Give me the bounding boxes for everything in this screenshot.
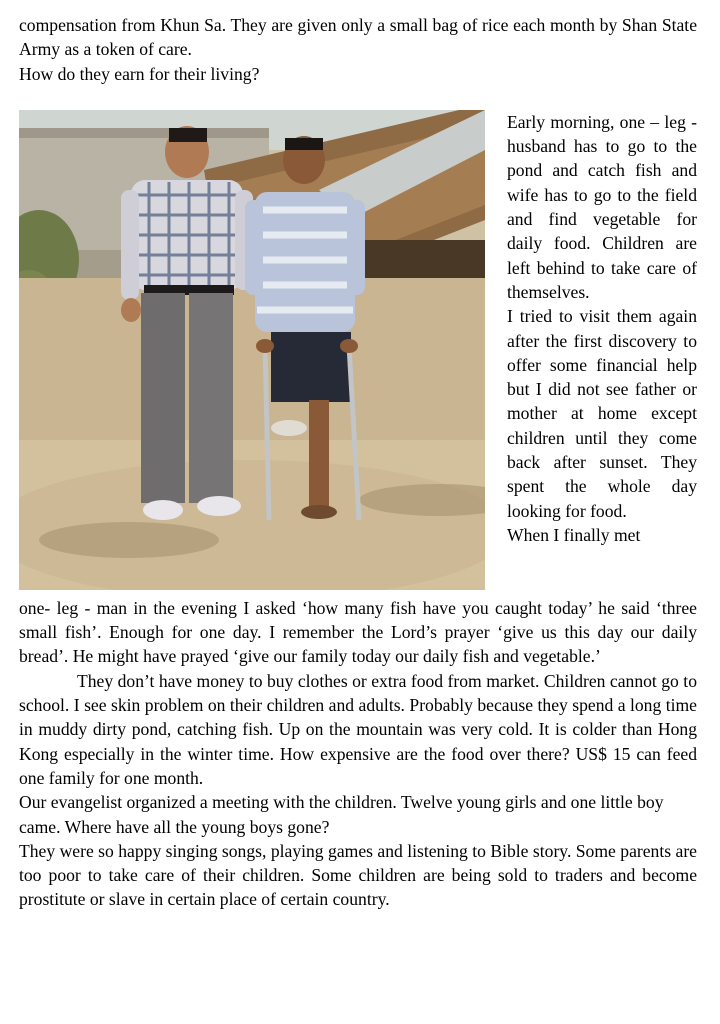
intro-paragraph: compensation from Khun Sa. They are given only a small bag of rice each month by Shan State Army as a token of care. [19, 15, 697, 60]
document-page [19, 13, 697, 912]
side-paragraph-3-start: When I finally met [507, 524, 641, 545]
body-paragraph-3: one- leg - man in the evening I asked ‘how many fish have you caught today’ he said ‘three small fish’. Enough for one day. I remember the Lord’s prayer ‘give us this day our daily bread’. He might have prayed ‘give our family today our daily fish and vegetable.’ [19, 597, 697, 667]
photo-illustration [19, 110, 485, 590]
side-paragraph-1: Early morning, one – leg - husband has to go to the pond and catch fish and wife has to go to the field and find vegetable for daily food. Children are left behind to take care of themselves. [507, 111, 697, 302]
side-paragraph-2: I tried to visit them again after the first discovery to offer some financial help but I did not see father or mother at home except children until they come back after sunset. They spent the whole day looking for food. [507, 306, 697, 521]
body-paragraph-4: They don’t have money to buy clothes or extra food from market. Children cannot go to school. I see skin problem on their children and adults. Probably because they spend a long time in muddy dirty pond, catching fish. Up on the mountain was very cold. It is colder than Hong Kong especially in the winter time. How expensive are the food over there? US$ 15 can feed one family for one month. [19, 670, 697, 788]
two-men-standing-photo [19, 110, 485, 590]
body-paragraph-6: They were so happy singing songs, playing games and listening to Bible story. Some parents are too poor to take care of their children. Some children are being sold to traders and become prostitute or slave in certain place of certain country. [19, 840, 697, 910]
body-text [19, 596, 697, 912]
intro-question: How do they earn for their living? [19, 63, 260, 84]
body-paragraph-5: Our evangelist organized a meeting with the children. Twelve young girls and one little boy came. Where have all the young boys gone? [19, 792, 664, 837]
paragraph-gap [19, 86, 697, 110]
